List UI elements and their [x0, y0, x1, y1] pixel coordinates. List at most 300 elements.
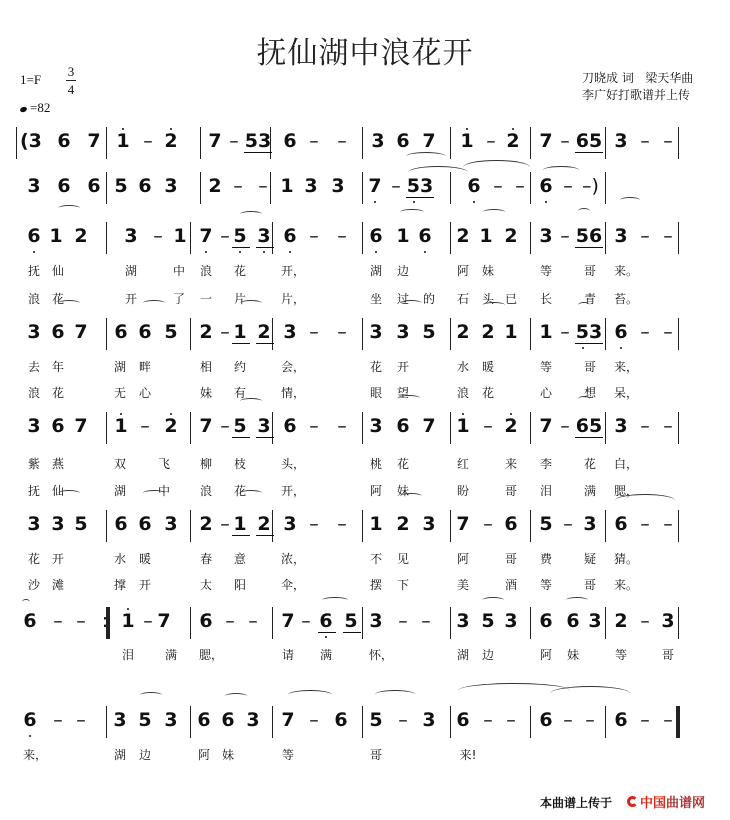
note: 2: [164, 130, 178, 152]
note: 3: [369, 321, 383, 343]
lyric-char: 泪: [539, 484, 552, 498]
dash: –: [515, 175, 525, 197]
barline: [605, 127, 606, 159]
note: 3: [164, 175, 178, 197]
note: 2: [456, 321, 470, 343]
lyric-char: 石: [456, 292, 469, 306]
lyric-char: 飞: [157, 457, 170, 471]
lyric-char: 紫: [27, 457, 40, 471]
dash: –: [53, 610, 63, 632]
dash: –: [560, 225, 570, 247]
barline: [605, 706, 606, 738]
note: 3: [27, 513, 41, 535]
lyric-char: 去: [27, 360, 40, 374]
note: 2: [504, 415, 518, 437]
underline-beam: [575, 152, 603, 153]
lyric-char: 浪: [456, 386, 469, 400]
dash: –: [233, 175, 243, 197]
score-line: [0, 222, 730, 252]
lyric-char: 暖: [138, 552, 151, 566]
note: 6: [114, 321, 128, 343]
score-line: [0, 318, 730, 348]
barline: [605, 222, 606, 254]
note: 6: [199, 610, 213, 632]
note: 65: [575, 415, 603, 437]
lyric-char: 来。: [613, 264, 638, 278]
lyric-char: 阿: [197, 748, 210, 762]
note: 6: [23, 610, 37, 632]
slur-arc: [58, 490, 80, 496]
lyric-char: 等: [614, 648, 627, 662]
note: 1: [114, 415, 128, 437]
note: 7: [539, 415, 553, 437]
note: 6: [197, 709, 211, 731]
lyric-char: 等: [539, 360, 552, 374]
note: 1: [233, 321, 247, 343]
dash: –: [640, 130, 650, 152]
barline: [106, 172, 107, 204]
lyric-line: [0, 550, 730, 568]
note: 6: [614, 709, 628, 731]
lyric-char: 妹: [481, 264, 494, 278]
lyric-char: 柳: [199, 457, 212, 471]
note: 6: [467, 175, 481, 197]
note: 3: [588, 610, 602, 632]
dash: –: [140, 415, 150, 437]
underline-beam: [575, 247, 603, 248]
dash: –: [563, 709, 573, 731]
lyric-char: 湖: [369, 264, 382, 278]
dash: –: [225, 610, 235, 632]
lyric-char: 阿: [456, 552, 469, 566]
note: 3: [614, 130, 628, 152]
note: 2: [456, 225, 470, 247]
lyric-char: 双: [113, 457, 126, 471]
lyric-char: 哥: [583, 360, 596, 374]
dash: –: [309, 709, 319, 731]
note: 3: [456, 610, 470, 632]
lyric-char: 来: [504, 457, 517, 471]
note: 5: [114, 175, 128, 197]
dash: –: [560, 415, 570, 437]
barline: [605, 412, 606, 444]
dash: –: [309, 321, 319, 343]
lyric-char: 开: [51, 552, 64, 566]
underline-beam: [232, 343, 250, 344]
lyric-char: 阿: [456, 264, 469, 278]
barline: [530, 706, 531, 738]
lyric-char: 已: [504, 292, 517, 306]
logo-icon: [627, 796, 638, 807]
lyric-char: 来，: [613, 360, 638, 374]
barline: [450, 318, 451, 350]
note: 6: [334, 709, 348, 731]
lyric-char: 青: [583, 292, 596, 306]
note: 6: [221, 709, 235, 731]
lyric-char: 中: [172, 264, 185, 278]
lyric-char: 水: [113, 552, 126, 566]
lyric-char: 满: [583, 484, 596, 498]
lyric-char: 伞，: [280, 578, 305, 592]
lyric-char: 哥: [504, 484, 517, 498]
note: 3: [283, 321, 297, 343]
lyric-char: 湖: [456, 648, 469, 662]
time-signature: [66, 64, 76, 97]
note: 6: [539, 175, 553, 197]
dash: –: [640, 225, 650, 247]
barline: [272, 412, 273, 444]
barline: [605, 318, 606, 350]
note: 6: [396, 130, 410, 152]
lyric-char: 花: [583, 457, 596, 471]
note: 1: [233, 513, 247, 535]
note: 3: [164, 709, 178, 731]
dash: –: [640, 709, 650, 731]
slur-arc: [240, 211, 262, 217]
slur-arc: [143, 490, 165, 496]
composer: 梁天华曲: [645, 71, 694, 85]
note: 5: [344, 610, 358, 632]
quarter-note-icon: [19, 106, 27, 113]
lyric-char: 阳: [233, 578, 246, 592]
lyric-char: 来!: [459, 748, 477, 762]
dash: –: [585, 709, 595, 731]
note: 6: [504, 513, 518, 535]
slur-arc: [398, 395, 420, 401]
slur-arc: [578, 208, 590, 214]
note: 6: [51, 415, 65, 437]
barline: [678, 412, 679, 444]
note: 6: [57, 130, 71, 152]
lyric-char: 浪: [199, 484, 212, 498]
note: 5: [539, 513, 553, 535]
lyric-char: 湖: [113, 484, 126, 498]
note: 1: [504, 321, 518, 343]
dash: –: [486, 130, 496, 152]
dash: –: [398, 709, 408, 731]
barline: [362, 172, 363, 204]
note: 3: [27, 175, 41, 197]
lyric-char: 边: [481, 648, 494, 662]
note: 5: [164, 321, 178, 343]
note: 6: [51, 321, 65, 343]
note: 7: [281, 610, 295, 632]
barline: [362, 412, 363, 444]
dash: –: [483, 709, 493, 731]
barline: [106, 222, 107, 254]
dash: –: [398, 610, 408, 632]
note: 5: [138, 709, 152, 731]
lyric-line: [0, 262, 730, 280]
note: 7: [368, 175, 382, 197]
lyric-char: 开，: [280, 484, 305, 498]
lyric-char: 开: [138, 578, 151, 592]
slur-arc: [463, 160, 530, 174]
lyric-char: 阿: [539, 648, 552, 662]
lyric-char: 来。: [613, 578, 638, 592]
note: 3: [164, 513, 178, 535]
note: 3: [539, 225, 553, 247]
lyric-char: 意: [233, 552, 246, 566]
note: 2: [257, 513, 271, 535]
lyric-char: 等: [281, 748, 294, 762]
note: 5: [369, 709, 383, 731]
note: 6: [319, 610, 333, 632]
score-line: [0, 706, 730, 736]
dash: –: [53, 709, 63, 731]
barline: [272, 222, 273, 254]
lyric-char: 妹: [566, 648, 579, 662]
slur-arc: [620, 197, 640, 203]
note: 6: [283, 415, 297, 437]
lyric-char: 哥: [661, 648, 674, 662]
note: 3: [504, 610, 518, 632]
note: 7: [199, 415, 213, 437]
note: 6: [566, 610, 580, 632]
note: 3: [371, 130, 385, 152]
barline: [106, 412, 107, 444]
dash: –: [76, 610, 86, 632]
slur-arc: [240, 300, 262, 306]
lyric-char: 水: [456, 360, 469, 374]
note: 6: [418, 225, 432, 247]
underline-beam: [406, 197, 434, 198]
note: 3: [124, 225, 138, 247]
lyric-char: 哥: [583, 578, 596, 592]
lyric-char: 沙: [27, 578, 40, 592]
lyric-char: 花: [396, 457, 409, 471]
note: 1: [460, 130, 474, 152]
note: 1: [456, 415, 470, 437]
lyric-char: 眼: [369, 386, 382, 400]
barline: [362, 706, 363, 738]
slur-arc: [288, 690, 332, 700]
lyric-char: 仙: [51, 484, 64, 498]
dash: –: [493, 175, 503, 197]
barline: [272, 510, 273, 542]
dash: –: [663, 513, 673, 535]
note: 3: [396, 321, 410, 343]
note: 1: [396, 225, 410, 247]
dash: –: [248, 610, 258, 632]
barline: [450, 706, 451, 738]
note: 6: [23, 709, 37, 731]
lyric-line: [0, 358, 730, 376]
underline-beam: [256, 343, 274, 344]
dash: –: [309, 225, 319, 247]
barline: [678, 222, 679, 254]
dash: :: [101, 610, 109, 632]
barline: [362, 510, 363, 542]
lyric-char: 花: [233, 484, 246, 498]
note: 2: [199, 321, 213, 343]
dash: –: [663, 225, 673, 247]
barline: [362, 127, 363, 159]
lyric-char: 过: [396, 292, 409, 306]
lyric-line: [0, 576, 730, 594]
dash: –: [220, 415, 230, 437]
lyric-line: [0, 455, 730, 473]
lyric-char: 情，: [280, 386, 305, 400]
slur-arc: [225, 693, 247, 699]
lyric-char: 请: [281, 648, 294, 662]
lyric-char: 开: [396, 360, 409, 374]
dash: –: [663, 321, 673, 343]
lyric-char: 燕: [51, 457, 64, 471]
note: 3: [369, 415, 383, 437]
lyric-char: 坐: [369, 292, 382, 306]
note: 5: [233, 225, 247, 247]
lyric-char: 片: [233, 292, 246, 306]
slur-arc: [615, 494, 675, 507]
uploader: 李广好打歌谱并上传: [582, 88, 691, 102]
note: 7: [281, 709, 295, 731]
barline: [450, 412, 451, 444]
barline: [678, 127, 679, 159]
note: 5: [422, 321, 436, 343]
dash: –: [640, 610, 650, 632]
barline: [190, 318, 191, 350]
lyric-char: 等: [539, 578, 552, 592]
note: 1: [369, 513, 383, 535]
dash: –: [220, 513, 230, 535]
barline: [200, 172, 201, 204]
dash: –: [309, 513, 319, 535]
note: 3: [113, 709, 127, 731]
lyric-char: 畔: [138, 360, 151, 374]
lyric-char: 抚: [27, 264, 40, 278]
note: 6: [456, 709, 470, 731]
lyric-char: 的: [422, 292, 435, 306]
lyric-char: 浪: [27, 386, 40, 400]
slur-arc: [58, 300, 80, 306]
note: 6: [369, 225, 383, 247]
note: 6: [114, 513, 128, 535]
note: 1: [173, 225, 187, 247]
lyric-char: 一: [199, 292, 212, 306]
lyric-char: 红: [456, 457, 469, 471]
lyric-char: 相: [199, 360, 212, 374]
dash: –: [337, 130, 347, 152]
note: 3: [583, 513, 597, 535]
slur-arc: [400, 493, 422, 499]
key-signature: 1=F: [20, 72, 42, 87]
lyric-char: 阿: [369, 484, 382, 498]
lyric-char: 浪: [27, 292, 40, 306]
slur-arc: [58, 205, 80, 211]
lyric-char: 白，: [613, 457, 638, 471]
note: 6: [138, 175, 152, 197]
site-logo[interactable]: [627, 792, 705, 811]
underline-beam: [575, 437, 603, 438]
note: 1: [121, 610, 135, 632]
slur-arc: [400, 209, 424, 215]
dash: –: [258, 175, 268, 197]
note: 3: [257, 225, 271, 247]
note: 7: [157, 610, 171, 632]
lyric-char: 哥: [504, 552, 517, 566]
lyric-char: 约: [233, 360, 246, 374]
barline: [605, 510, 606, 542]
note: 7: [74, 415, 88, 437]
dash: –): [582, 175, 599, 197]
lyric-char: 花: [51, 292, 64, 306]
lyric-char: 怀，: [368, 648, 393, 662]
underline-beam: [343, 632, 361, 633]
time-sig-top: 3: [67, 64, 75, 79]
score-line: [0, 412, 730, 442]
note: 7: [422, 415, 436, 437]
lyric-char: 片，: [280, 292, 305, 306]
barline: [605, 172, 606, 204]
lyric-char: 浪: [199, 264, 212, 278]
underline-beam: [256, 535, 274, 536]
note: 6: [539, 709, 553, 731]
note: 3: [422, 709, 436, 731]
note: 1: [479, 225, 493, 247]
barline: [530, 607, 531, 639]
lyric-char: 年: [51, 360, 64, 374]
slur-arc: [550, 686, 630, 701]
lyric-char: 望: [396, 386, 409, 400]
lyric-char: 无: [113, 386, 126, 400]
note: 1: [116, 130, 130, 152]
underline-beam: [232, 437, 250, 438]
lyric-char: 酒: [504, 578, 517, 592]
lyric-char: 苔。: [613, 292, 638, 306]
barline: [190, 510, 191, 542]
note: 3: [283, 513, 297, 535]
dash: –: [421, 610, 431, 632]
lyric-char: 春: [199, 552, 212, 566]
barline: [530, 510, 531, 542]
note: 2: [257, 321, 271, 343]
slur-arc: [22, 599, 30, 605]
note: 6: [283, 225, 297, 247]
barline: [450, 607, 451, 639]
lyric-char: 长: [539, 292, 552, 306]
barline: [190, 222, 191, 254]
barline: [272, 318, 273, 350]
score-line: [0, 607, 730, 637]
note: 2: [208, 175, 222, 197]
note: 6: [138, 321, 152, 343]
lyric-line: [0, 646, 730, 664]
double-barline: [676, 706, 680, 738]
slur-arc: [140, 692, 162, 698]
dash: –: [663, 130, 673, 152]
score-title: 抚仙湖中浪花开: [256, 36, 474, 71]
note: 2: [504, 225, 518, 247]
note: 7: [199, 225, 213, 247]
dash: –: [483, 415, 493, 437]
dash: –: [563, 175, 573, 197]
slur-arc: [482, 597, 504, 603]
barline: [106, 127, 107, 159]
dash: –: [506, 709, 516, 731]
note: 6: [614, 321, 628, 343]
note: 7: [456, 513, 470, 535]
lyric-char: 摆: [369, 578, 382, 592]
lyric-char: 湖: [113, 748, 126, 762]
note: 7: [539, 130, 553, 152]
underline-beam: [256, 437, 274, 438]
slur-arc: [400, 300, 422, 306]
dash: –: [143, 610, 153, 632]
note: 2: [506, 130, 520, 152]
lyric-char: 妹: [221, 748, 234, 762]
note: 6: [57, 175, 71, 197]
